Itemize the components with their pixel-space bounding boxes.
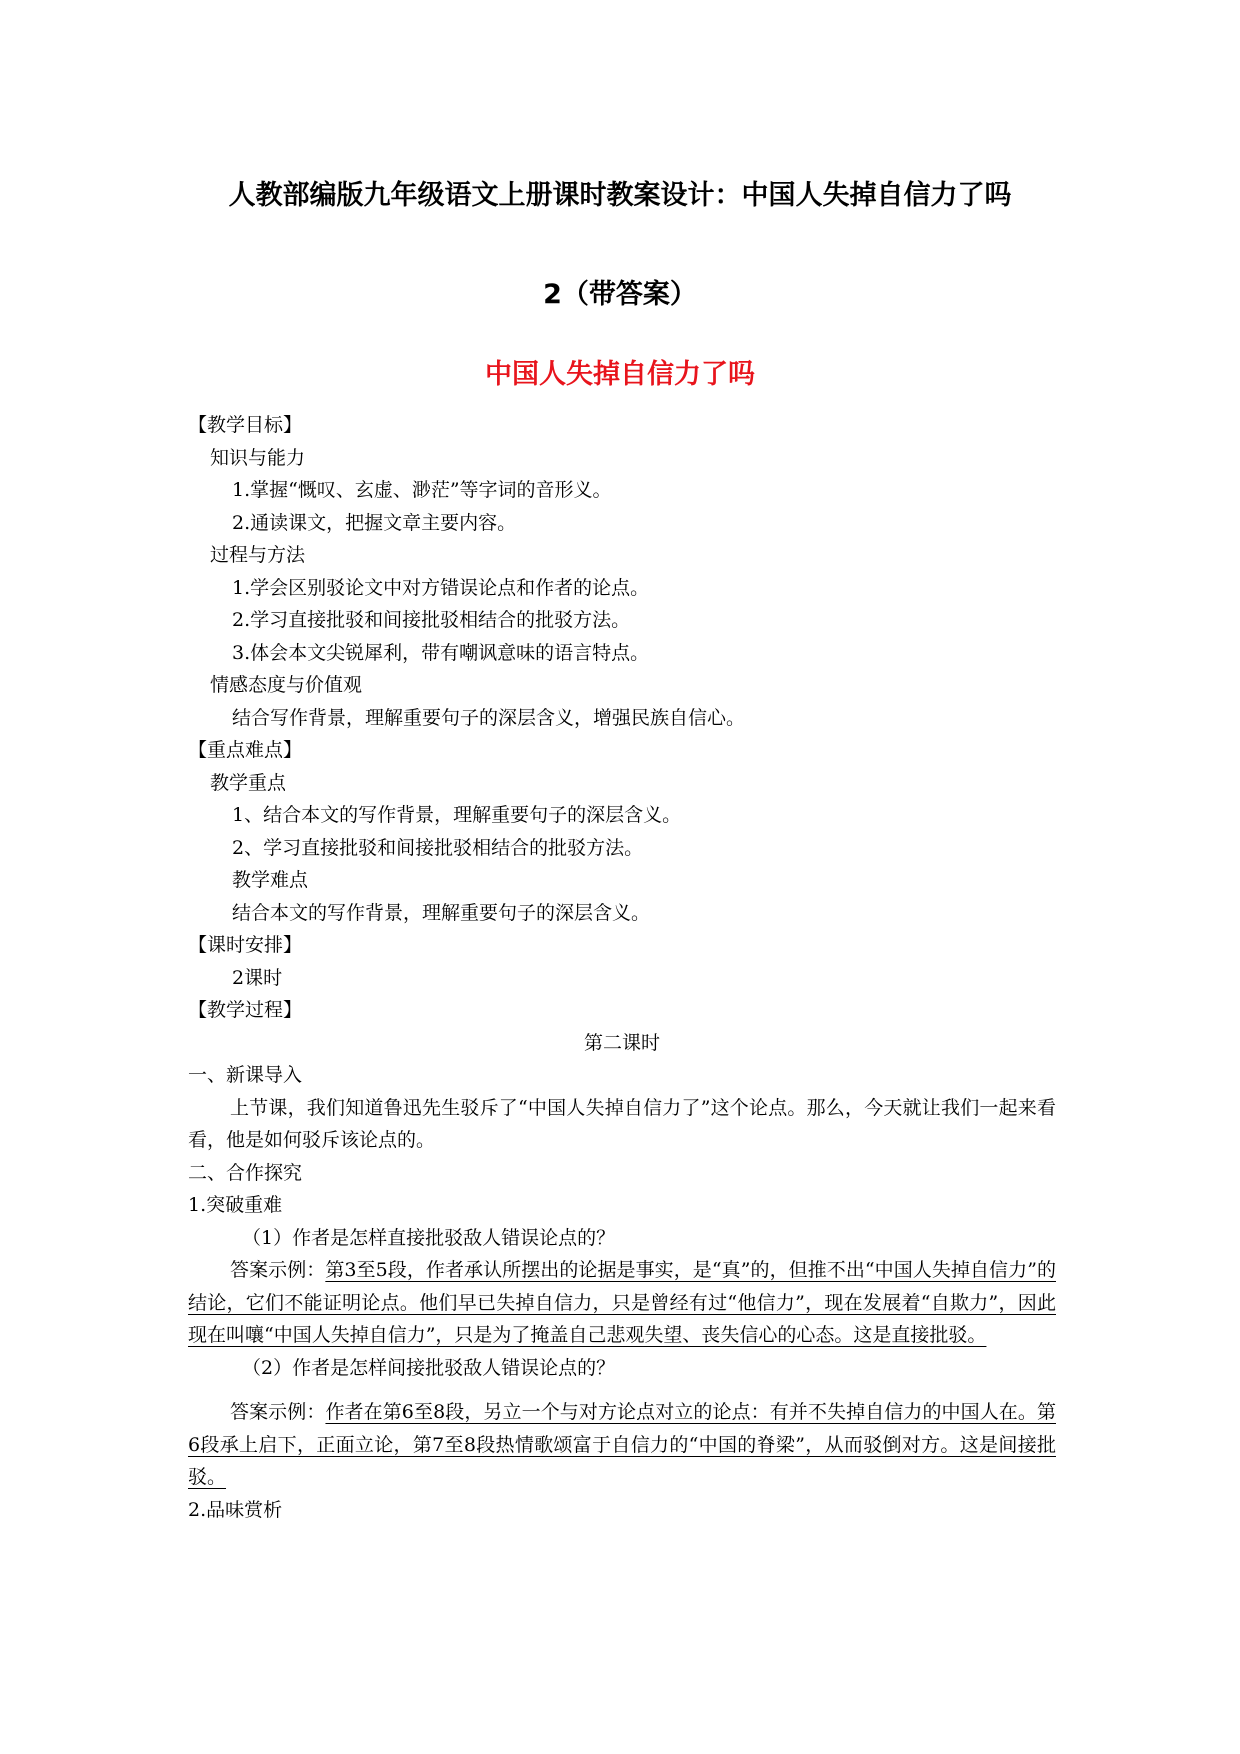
- section-1-heading: 一、新课导入: [188, 1064, 303, 1086]
- process-method-item-1: 1.学会区别驳论文中对方错误论点和作者的论点。: [232, 576, 650, 599]
- knowledge-item-2: 2.通读课文，把握文章主要内容。: [232, 511, 517, 534]
- emotion-heading: 情感态度与价值观: [210, 674, 363, 696]
- answer-2: [188, 1396, 1056, 1494]
- lesson-title: 第二课时: [583, 1031, 660, 1054]
- knowledge-item-1: 1.掌握“慨叹、玄虚、渺茫”等字词的音形义。: [232, 479, 612, 501]
- answer-2-text: 作者在第6至8段，另立一个与对方论点对立的论点：有并不失掉自信力的中国人在。第6段承上启下，正面立论，第7至8段热情歌颂富于自信力的“中国的脊梁”，从而驳倒对方。这是间接批驳。: [188, 1401, 1056, 1488]
- answer-2-label: 答案示例：: [230, 1401, 326, 1423]
- focus-item-2: 2、学习直接批驳和间接批驳相结合的批驳方法。: [232, 836, 644, 859]
- answer-1-text: 第3至5段，作者承认所摆出的论据是事实，是“真”的，但推不出“中国人失掉自信力”的结论，它们不能证明论点。他们早已失掉自信力，只是曾经有过“他信力”，现在发展着“自欺力”，因此现在叫嚷“中国人失掉自信力”，只是为了掩盖自己悲观失望、丧失信心的心态。这是直接批驳。: [188, 1259, 1056, 1346]
- lesson-subtitle: 中国人失掉自信力了吗: [485, 359, 755, 390]
- difficulty-heading: 教学难点: [232, 869, 309, 891]
- focus-item-1: 1、结合本文的写作背景，理解重要句子的深层含义。: [232, 804, 682, 826]
- teaching-process-heading: 【教学过程】: [188, 999, 303, 1021]
- objectives-heading: 【教学目标】: [188, 414, 303, 436]
- item-1-heading: 1.突破重难: [188, 1194, 283, 1216]
- section-1-text: 上节课，我们知道鲁迅先生驳斥了“中国人失掉自信力了”这个论点。那么，今天就让我们一起来看看，他是如何驳斥该论点的。: [188, 1096, 1056, 1151]
- answer-1: [188, 1254, 1056, 1352]
- focus-heading: 教学重点: [210, 771, 287, 794]
- difficulty-item-1: 结合本文的写作背景，理解重要句子的深层含义。: [232, 901, 651, 924]
- key-points-heading: 【重点难点】: [188, 739, 303, 761]
- document-title-line-1: 人教部编版九年级语文上册课时教案设计：中国人失掉自信力了吗: [228, 180, 1012, 211]
- process-method-heading: 过程与方法: [210, 544, 306, 566]
- section-2-heading: 二、合作探究: [188, 1161, 303, 1184]
- question-2: （2）作者是怎样间接批驳敌人错误论点的？: [242, 1356, 616, 1379]
- schedule-value: 2课时: [232, 966, 283, 989]
- knowledge-heading: 知识与能力: [210, 446, 306, 469]
- item-2-heading: 2.品味赏析: [188, 1498, 283, 1521]
- process-method-item-2: 2.学习直接批驳和间接批驳相结合的批驳方法。: [232, 609, 631, 631]
- document-title-line-2: 2（带答案）: [543, 279, 697, 310]
- answer-1-label: 答案示例：: [230, 1259, 326, 1281]
- question-1: （1）作者是怎样直接批驳敌人错误论点的？: [242, 1226, 616, 1249]
- process-method-item-3: 3.体会本文尖锐犀利，带有嘲讽意味的语言特点。: [232, 641, 650, 664]
- schedule-heading: 【课时安排】: [188, 934, 303, 956]
- document-body: [188, 409, 1056, 1526]
- emotion-item-1: 结合写作背景，理解重要句子的深层含义，增强民族自信心。: [232, 706, 746, 729]
